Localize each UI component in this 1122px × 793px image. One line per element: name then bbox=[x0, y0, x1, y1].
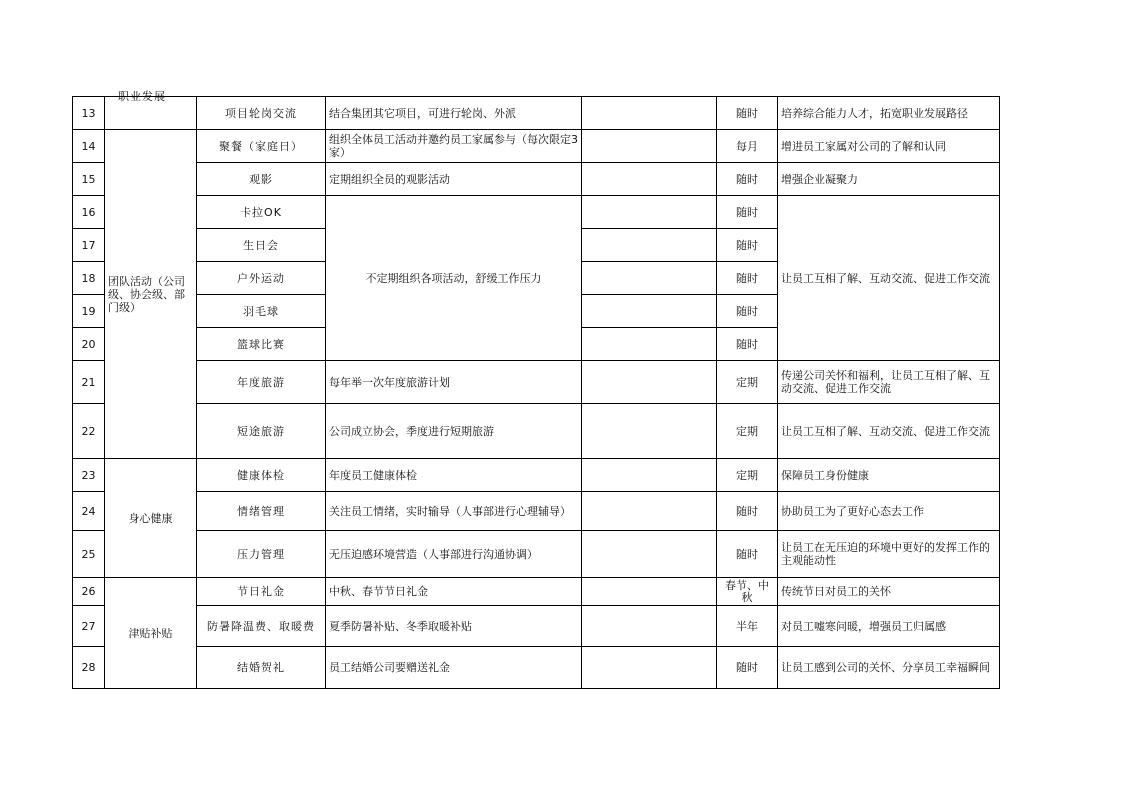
item-frequency: 每月 bbox=[717, 130, 778, 163]
item-name: 健康体检 bbox=[197, 459, 326, 492]
category-team-activities: 团队活动（公司级、协会级、部门级） bbox=[105, 130, 197, 459]
item-frequency: 随时 bbox=[717, 262, 778, 295]
table-row bbox=[73, 531, 1000, 578]
table-row bbox=[73, 578, 1000, 606]
row-number: 27 bbox=[73, 606, 105, 647]
table-row bbox=[73, 606, 1000, 647]
table-row bbox=[73, 647, 1000, 689]
item-name: 防暑降温费、取暖费 bbox=[197, 606, 326, 647]
blank-cell bbox=[582, 295, 717, 328]
row-number: 24 bbox=[73, 492, 105, 531]
item-name: 情绪管理 bbox=[197, 492, 326, 531]
item-purpose: 传统节日对员工的关怀 bbox=[778, 578, 1000, 606]
item-purpose: 保障员工身份健康 bbox=[778, 459, 1000, 492]
table-row bbox=[73, 196, 1000, 229]
table-row bbox=[73, 492, 1000, 531]
blank-cell bbox=[582, 163, 717, 196]
item-description: 关注员工情绪，实时输导（人事部进行心理辅导） bbox=[326, 492, 582, 531]
row-number: 26 bbox=[73, 578, 105, 606]
category-health: 身心健康 bbox=[105, 459, 197, 578]
row-number: 25 bbox=[73, 531, 105, 578]
row-number: 22 bbox=[73, 404, 105, 459]
item-frequency: 随时 bbox=[717, 647, 778, 689]
item-description: 公司成立协会，季度进行短期旅游 bbox=[326, 404, 582, 459]
table-row bbox=[73, 130, 1000, 163]
blank-cell bbox=[582, 647, 717, 689]
item-purpose: 让员工互相了解、互动交流、促进工作交流 bbox=[778, 404, 1000, 459]
item-name: 篮球比赛 bbox=[197, 328, 326, 361]
table-row bbox=[73, 97, 1000, 130]
row-number: 19 bbox=[73, 295, 105, 328]
row-number: 17 bbox=[73, 229, 105, 262]
row-number: 13 bbox=[73, 97, 105, 130]
blank-cell bbox=[582, 606, 717, 647]
row-number: 28 bbox=[73, 647, 105, 689]
blank-cell bbox=[582, 97, 717, 130]
table-row bbox=[73, 361, 1000, 404]
blank-cell bbox=[582, 361, 717, 404]
item-description: 定期组织全员的观影活动 bbox=[326, 163, 582, 196]
item-frequency: 随时 bbox=[717, 196, 778, 229]
category-cell-career bbox=[105, 97, 197, 130]
item-description: 无压迫感环境营造（人事部进行沟通协调） bbox=[326, 531, 582, 578]
item-frequency: 随时 bbox=[717, 492, 778, 531]
table-row bbox=[73, 404, 1000, 459]
welfare-table bbox=[72, 96, 1000, 689]
blank-cell bbox=[582, 130, 717, 163]
item-description: 结合集团其它项目，可进行轮岗、外派 bbox=[326, 97, 582, 130]
table-row bbox=[73, 459, 1000, 492]
item-frequency: 随时 bbox=[717, 229, 778, 262]
blank-cell bbox=[582, 531, 717, 578]
item-frequency: 定期 bbox=[717, 404, 778, 459]
activity-description-merged: 不定期组织各项活动，舒缓工作压力 bbox=[326, 196, 582, 361]
item-frequency: 半年 bbox=[717, 606, 778, 647]
table-row bbox=[73, 163, 1000, 196]
item-name: 羽毛球 bbox=[197, 295, 326, 328]
item-frequency: 随时 bbox=[717, 531, 778, 578]
item-frequency: 随时 bbox=[717, 295, 778, 328]
activity-purpose-merged: 让员工互相了解、互动交流、促进工作交流 bbox=[778, 196, 1000, 361]
item-frequency: 春节、中秋 bbox=[717, 578, 778, 606]
item-name: 项目轮岗交流 bbox=[197, 97, 326, 130]
item-purpose: 对员工嘘寒问暖，增强员工归属感 bbox=[778, 606, 1000, 647]
item-description: 夏季防暑补贴、冬季取暖补贴 bbox=[326, 606, 582, 647]
item-frequency: 定期 bbox=[717, 361, 778, 404]
item-name: 节日礼金 bbox=[197, 578, 326, 606]
row-number: 18 bbox=[73, 262, 105, 295]
item-purpose: 培养综合能力人才，拓宽职业发展路径 bbox=[778, 97, 1000, 130]
blank-cell bbox=[582, 459, 717, 492]
item-description: 年度员工健康体检 bbox=[326, 459, 582, 492]
item-description: 每年举一次年度旅游计划 bbox=[326, 361, 582, 404]
item-description: 员工结婚公司要赠送礼金 bbox=[326, 647, 582, 689]
row-number: 14 bbox=[73, 130, 105, 163]
blank-cell bbox=[582, 229, 717, 262]
item-name: 结婚贺礼 bbox=[197, 647, 326, 689]
item-purpose: 让员工感到公司的关怀、分享员工幸福瞬间 bbox=[778, 647, 1000, 689]
blank-cell bbox=[582, 196, 717, 229]
item-name: 压力管理 bbox=[197, 531, 326, 578]
item-purpose: 增进员工家属对公司的了解和认同 bbox=[778, 130, 1000, 163]
item-description: 组织全体员工活动并邀约员工家属参与（每次限定3家） bbox=[326, 130, 582, 163]
blank-cell bbox=[582, 328, 717, 361]
row-number: 15 bbox=[73, 163, 105, 196]
item-name: 短途旅游 bbox=[197, 404, 326, 459]
item-frequency: 随时 bbox=[717, 328, 778, 361]
item-frequency: 随时 bbox=[717, 163, 778, 196]
item-purpose: 协助员工为了更好心态去工作 bbox=[778, 492, 1000, 531]
item-purpose: 让员工在无压迫的环境中更好的发挥工作的主观能动性 bbox=[778, 531, 1000, 578]
item-name: 生日会 bbox=[197, 229, 326, 262]
item-name: 聚餐（家庭日） bbox=[197, 130, 326, 163]
row-number: 20 bbox=[73, 328, 105, 361]
item-description: 中秋、春节节日礼金 bbox=[326, 578, 582, 606]
item-frequency: 定期 bbox=[717, 459, 778, 492]
blank-cell bbox=[582, 492, 717, 531]
category-allowance: 津贴补贴 bbox=[105, 578, 197, 689]
item-frequency: 随时 bbox=[717, 97, 778, 130]
item-name: 卡拉OK bbox=[197, 196, 326, 229]
item-name: 年度旅游 bbox=[197, 361, 326, 404]
item-name: 户外运动 bbox=[197, 262, 326, 295]
blank-cell bbox=[582, 262, 717, 295]
item-purpose: 传递公司关怀和福利，让员工互相了解、互动交流、促进工作交流 bbox=[778, 361, 1000, 404]
blank-cell bbox=[582, 578, 717, 606]
blank-cell bbox=[582, 404, 717, 459]
row-number: 16 bbox=[73, 196, 105, 229]
row-number: 21 bbox=[73, 361, 105, 404]
item-name: 观影 bbox=[197, 163, 326, 196]
item-purpose: 增强企业凝聚力 bbox=[778, 163, 1000, 196]
row-number: 23 bbox=[73, 459, 105, 492]
clipped-category-label: 职业发展 bbox=[118, 90, 166, 103]
